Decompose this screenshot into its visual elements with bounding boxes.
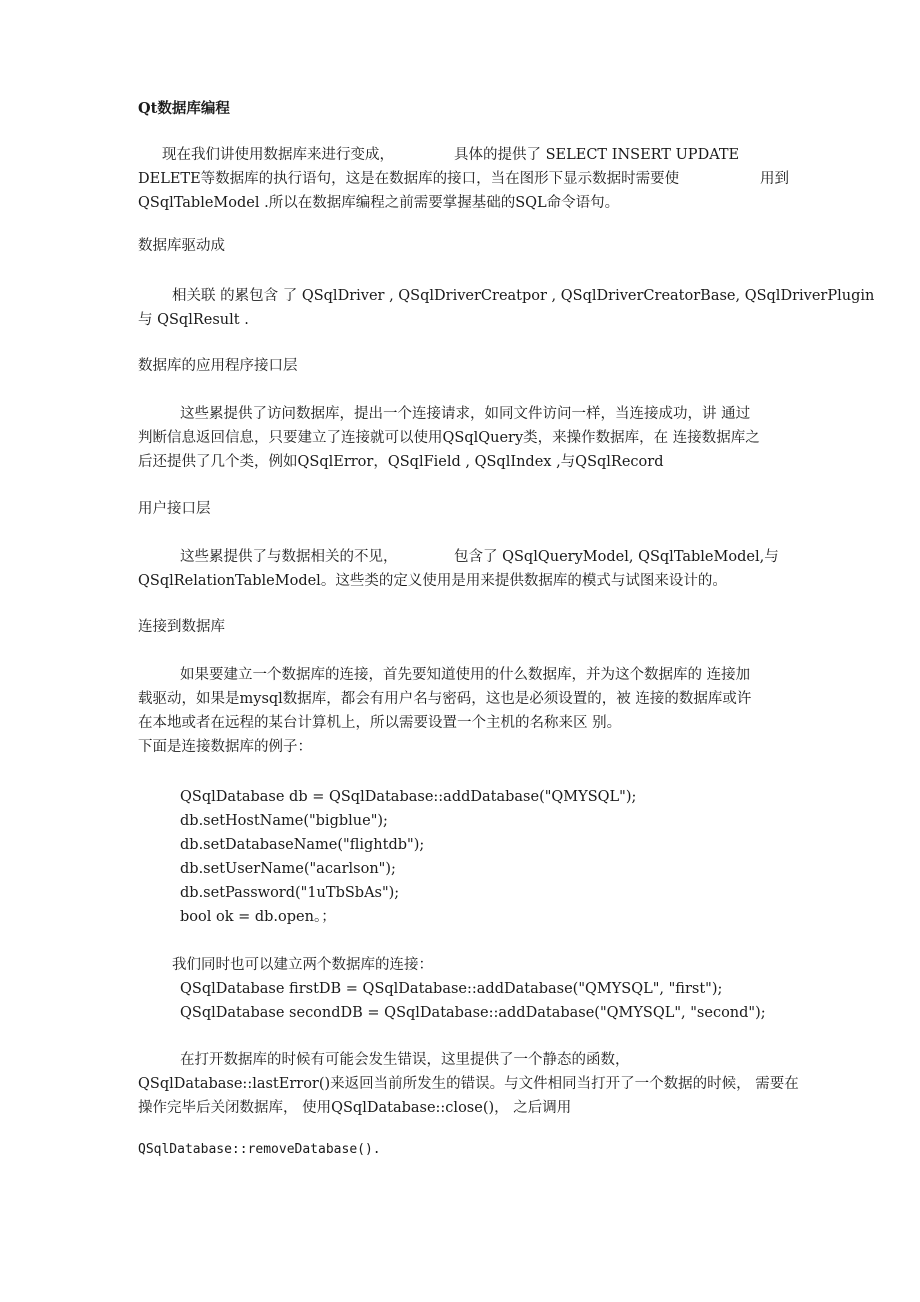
api-line-3: 后还提供了几个类，例如QSqlError，QSqlField , QSqlIndex ,与QSqlRecord [138,454,664,470]
code-line: db.setDatabaseName("flightdb"); [180,837,425,853]
closing-line-1: 在打开数据库的时候有可能会发生错误，这里提供了一个静态的函数， [180,1052,630,1068]
ui-line-2: QSqlRelationTableModel。这些类的定义使用是用来提供数据库的模式与试图来设计的。 [138,573,727,589]
two-db-intro: 我们同时也可以建立两个数据库的连接： [172,957,433,973]
section-api-heading: 数据库的应用程序接口层 [138,358,298,374]
connect-line-4: 下面是连接数据库的例子： [138,739,312,755]
code-line: bool ok = db.open。； [180,909,336,925]
ui-line-1b: 包含了 QSqlQueryModel, QSqlTableModel,与 [454,549,779,565]
intro-line-1a: 现在我们讲使用数据库来进行变成， [162,147,394,163]
document-title: Qt数据库编程 [138,100,230,117]
intro-line-2b: 用到 [760,171,789,187]
code-line: QSqlDatabase firstDB = QSqlDatabase::addDatabase("QMYSQL", "first"); [180,981,723,997]
ui-line-1a: 这些累提供了与数据相关的不见， [180,549,398,565]
driver-line-1: 相关联 的累包含 了 QSqlDriver , QSqlDriverCreatpor , QSqlDriverCreatorBase, QSqlDriverPlugin [172,288,875,304]
intro-line-2a: DELETE等数据库的执行语句，这是在数据库的接口，当在图形下显示数据时需要使 [138,171,680,187]
code-line: QSqlDatabase secondDB = QSqlDatabase::addDatabase("QMYSQL", "second"); [180,1005,766,1021]
section-ui-heading: 用户接口层 [138,501,211,517]
code-line: QSqlDatabase db = QSqlDatabase::addDatabase("QMYSQL"); [180,789,637,805]
section-driver-heading: 数据库驱动成 [138,238,225,254]
api-line-2: 判断信息返回信息，只要建立了连接就可以使用QSqlQuery类，来操作数据库，在 连接数据库之 [138,430,760,446]
connect-line-3: 在本地或者在远程的某台计算机上，所以需要设置一个主机的名称来区 别。 [138,715,622,731]
closing-line-4: QSqlDatabase::removeDatabase(). [138,1142,381,1157]
closing-line-3: 操作完毕后关闭数据库， 使用QSqlDatabase::close()， 之后调用 [138,1100,572,1116]
intro-line-3: QSqlTableModel .所以在数据库编程之前需要掌握基础的SQL命令语句。 [138,195,620,211]
code-line: db.setUserName("acarlson"); [180,861,396,877]
code-line: db.setHostName("bigblue"); [180,813,388,829]
intro-line-1b: 具体的提供了 SELECT INSERT UPDATE [454,147,740,163]
driver-line-2: 与 QSqlResult . [138,312,249,328]
closing-line-2: QSqlDatabase::lastError()来返回当前所发生的错误。与文件相同当打开了一个数据的时候， 需要在 [138,1076,799,1092]
api-line-1: 这些累提供了访问数据库，提出一个连接请求，如同文件访问一样，当连接成功，讲 通过 [180,406,751,422]
section-connect-heading: 连接到数据库 [138,619,225,635]
connect-line-2: 载驱动，如果是mysql数据库，都会有用户名与密码，这也是必须设置的，被 连接的数据库或许 [138,691,752,707]
code-line: db.setPassword("1uTbSbAs"); [180,885,400,901]
connect-line-1: 如果要建立一个数据库的连接，首先要知道使用的什么数据库，并为这个数据库的 连接加 [180,667,751,683]
